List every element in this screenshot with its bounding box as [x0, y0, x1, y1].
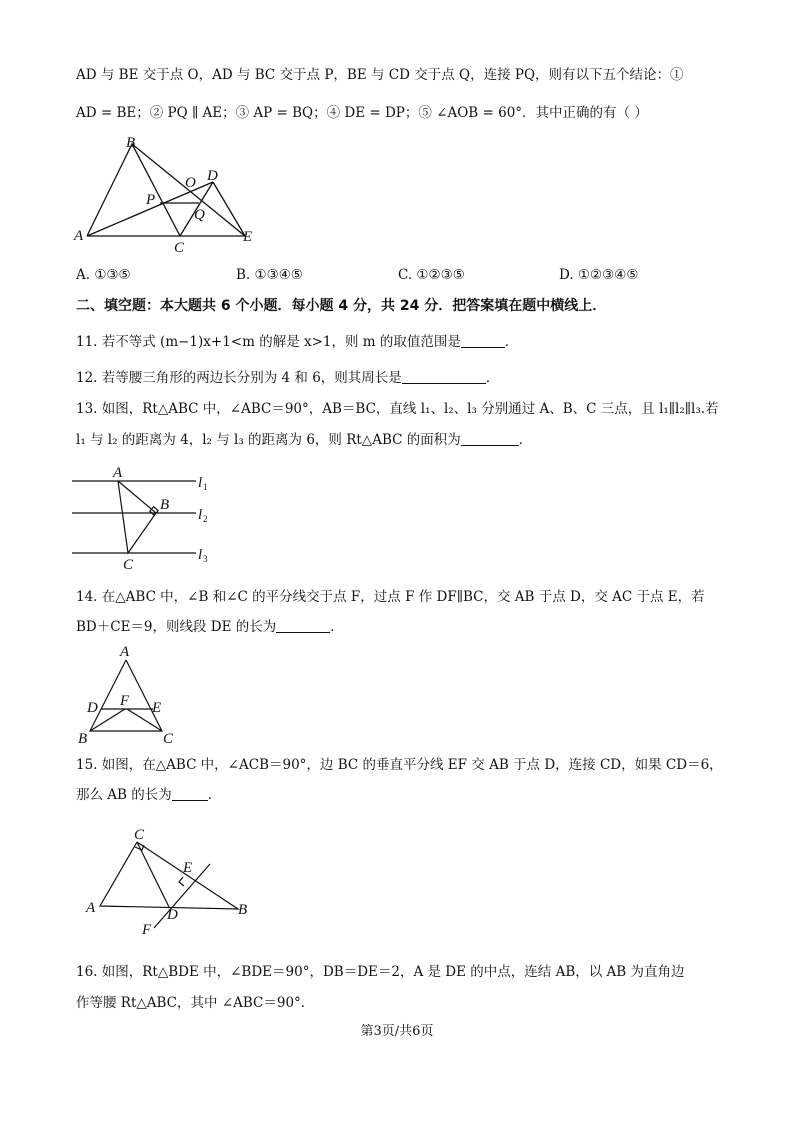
- q13-label-l2: l: [198, 507, 203, 523]
- q14-figure: [76, 642, 186, 748]
- q12-answer-blank[interactable]: [402, 369, 486, 384]
- q14-end: ．: [330, 619, 344, 635]
- q16-line-2: 作等腰 Rt△ABC，其中 ∠ABC＝90°．: [76, 995, 315, 1011]
- q15-label-e: E: [183, 860, 193, 876]
- q14-label-a: A: [120, 644, 130, 660]
- q14-label-f: F: [120, 693, 130, 709]
- q13-body: l₁ 与 l₂ 的距离为 4，l₂ 与 l₃ 的距离为 6，则 Rt△ABC 的面积为: [76, 432, 461, 448]
- q10-label-q: Q: [194, 207, 205, 223]
- q15-line-1: 15. 如图，在△ABC 中，∠ACB＝90°，边 BC 的垂直平分线 EF 交 AB 于点 D，连接 CD，如果 CD＝6，: [76, 757, 723, 773]
- q12-end: ．: [485, 370, 500, 386]
- q12-body: 12. 若等腰三角形的两边长分别为 4 和 6，则其周长是: [76, 370, 402, 386]
- q11-body: 11. 若不等式 (m−1)x+1<m 的解是 x>1，则 m 的取值范围是: [76, 334, 461, 350]
- q15-triangle-abc: [100, 842, 238, 909]
- q15-label-d: D: [167, 907, 178, 923]
- section-heading: 二、填空题：本大题共 6 个小题．每小题 4 分，共 24 分．把答案填在题中横线上．: [76, 298, 607, 314]
- q15-segment-cd: [137, 842, 169, 907]
- q11-end: ．: [504, 334, 519, 350]
- q15-right-angle-e: [179, 877, 184, 886]
- q15-label-f: F: [142, 922, 152, 938]
- q16-line-1: 16. 如图，Rt△BDE 中，∠BDE＝90°，DB＝DE＝2，A 是 DE 的中点，连结 AB，以 AB 为直角边: [76, 964, 685, 980]
- q15-answer-blank[interactable]: [172, 786, 208, 801]
- q10-option-c: C. ①②③⑤: [398, 267, 465, 283]
- q14-label-e: E: [152, 700, 162, 716]
- q14-line-1: 14. 在△ABC 中，∠B 和∠C 的平分线交于点 F，过点 F 作 DF∥BC，交 AB 于点 D，交 AC 于点 E，若: [76, 589, 705, 605]
- q10-label-a: A: [74, 228, 84, 244]
- q15-figure: [80, 820, 260, 940]
- q14-label-d: D: [87, 700, 98, 716]
- q14-line-2: [76, 618, 344, 636]
- page-footer: 第3页/共6页: [360, 1024, 434, 1039]
- q12-text: [76, 369, 499, 387]
- q13-label-b: B: [160, 497, 170, 513]
- q11-answer-blank[interactable]: [461, 333, 505, 348]
- q15-label-b: B: [238, 902, 248, 918]
- q15-line-ef: [154, 864, 210, 928]
- q10-figure: [70, 134, 270, 254]
- q14-label-c: C: [163, 731, 174, 747]
- q15-body: 那么 AB 的长为: [76, 787, 172, 803]
- q13-label-c: C: [123, 557, 134, 573]
- q13-label-l2-sub: 2: [203, 514, 208, 524]
- q10-label-d: D: [207, 168, 218, 184]
- q13-label-l1: l: [198, 475, 203, 491]
- q15-label-a: A: [86, 900, 96, 916]
- q10-triangle-abc: [87, 144, 180, 236]
- q10-label-o: O: [185, 175, 196, 191]
- q14-answer-blank[interactable]: [276, 618, 330, 633]
- q10-option-a: A. ①③⑤: [76, 267, 131, 283]
- q13-label-a: A: [113, 465, 123, 481]
- q10-label-b: B: [126, 135, 136, 151]
- q13-label-l3: l: [198, 547, 203, 563]
- q13-triangle: [118, 481, 156, 553]
- q10-label-c: C: [174, 240, 185, 254]
- q10-label-e: E: [243, 229, 253, 245]
- q15-line-2: [76, 786, 221, 804]
- q11-text: [76, 333, 518, 351]
- q10-label-p: P: [146, 192, 156, 208]
- q13-figure: [70, 462, 220, 574]
- q14-body: BD＋CE＝9，则线段 DE 的长为: [76, 619, 277, 635]
- q10-option-b: B. ①③④⑤: [236, 267, 303, 283]
- q14-label-b: B: [78, 731, 88, 747]
- q13-end: ．: [518, 432, 533, 448]
- q15-label-c: C: [134, 827, 145, 843]
- q13-line-2: [76, 431, 532, 449]
- q13-label-l1-sub: 1: [203, 482, 208, 492]
- q13-line-1: 13. 如图，Rt△ABC 中，∠ABC＝90°，AB＝BC，直线 l₁、l₂、l₃ 分别通过 A、B、C 三点，且 l₁∥l₂∥l₃.若: [76, 401, 719, 417]
- q10-option-d: D. ①②③④⑤: [559, 267, 639, 283]
- q13-answer-blank[interactable]: [461, 431, 519, 446]
- q10-line-2: AD = BE；② PQ ∥ AE；③ AP = BQ；④ DE = DP；⑤ ∠AOB = 60°．其中正确的有（ ）: [76, 105, 648, 121]
- q10-line-1: AD 与 BE 交于点 O，AD 与 BC 交于点 P，BE 与 CD 交于点 Q，连接 PQ，则有以下五个结论：①: [76, 67, 684, 83]
- q10-edge-de: [213, 182, 245, 236]
- q15-end: ．: [207, 787, 222, 803]
- q13-label-l3-sub: 3: [203, 554, 208, 564]
